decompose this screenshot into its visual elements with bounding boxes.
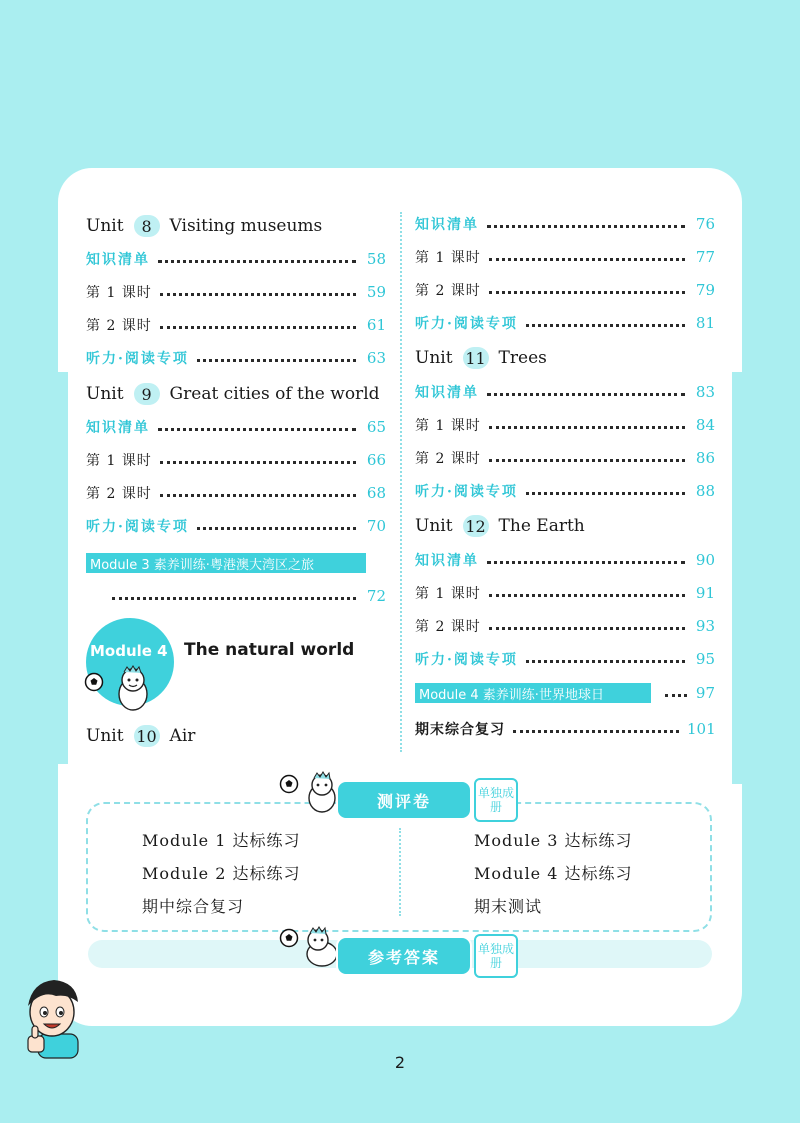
answers-tab[interactable]: 参考答案 [336,936,472,976]
leader-dots [112,597,356,600]
toc-row-page: 86 [695,449,715,467]
toc-row-label: 听力·阅读专项 [415,484,518,500]
separate-volume-badge: 单独成册 [474,934,518,978]
soccer-ball-icon [84,672,104,692]
toc-row[interactable] [415,445,715,471]
unit-9-heading[interactable] [86,380,380,408]
toc-row-label: 期末综合复习 [415,722,505,738]
leader-dots [526,660,685,663]
leader-dots [513,730,679,733]
toc-row[interactable] [415,646,715,672]
toc-row[interactable] [415,277,715,303]
test-item[interactable]: 期末测试 [474,897,543,916]
toc-row-label: 听力·阅读专项 [86,351,189,367]
leader-dots [197,359,356,362]
toc-row[interactable] [415,379,715,405]
toc-row-page: 58 [366,250,386,268]
unit-title: Trees [498,348,547,368]
toc-row-page: 93 [695,617,715,635]
leader-dots [526,324,685,327]
toc-row-page: 76 [695,215,715,233]
toc-row-label: 第 1 课时 [415,418,481,434]
toc-row[interactable] [415,244,715,270]
toc-row-page: 97 [695,684,715,702]
toc-row[interactable] [415,211,715,237]
unit-prefix: Unit [86,726,124,746]
toc-row-label: 第 2 课时 [415,283,481,299]
toc-row-page: 77 [695,248,715,266]
leader-dots [489,258,685,261]
leader-dots [489,627,685,630]
toc-row-page: 72 [366,587,386,605]
leader-dots [160,293,356,296]
unit-10-heading[interactable] [86,722,195,750]
toc-row-label: 第 1 课时 [86,285,152,301]
leader-dots [665,694,687,697]
toc-row-page: 101 [687,720,716,738]
leader-dots [489,291,685,294]
unit-title: Great cities of the world [169,384,380,404]
toc-row-label: 第 2 课时 [415,451,481,467]
toc-row-label: 知识清单 [86,252,150,268]
toc-row-page: 88 [695,482,715,500]
toc-row-page: 63 [366,349,386,367]
toc-row-label: 第 1 课时 [415,250,481,266]
test-item[interactable]: 期中综合复习 [142,897,245,916]
toc-row[interactable] [665,680,715,706]
toc-row[interactable] [415,547,715,573]
test-item[interactable]: Module 4 达标练习 [474,864,633,883]
toc-row-page: 70 [366,517,386,535]
unit-number-badge: 12 [463,515,489,537]
leader-dots [489,426,685,429]
test-papers-tab[interactable]: 测评卷 [336,780,472,820]
toc-row-label: 知识清单 [86,420,150,436]
leader-dots [197,527,356,530]
toc-row-page: 66 [366,451,386,469]
leader-dots [160,461,356,464]
toc-row-page: 91 [695,584,715,602]
toc-row[interactable] [86,480,386,506]
toc-row-label: 知识清单 [415,385,479,401]
column-divider [400,212,402,752]
toc-row[interactable] [86,312,386,338]
module-4-training-bar[interactable]: Module 4 素养训练·世界地球日 [415,683,651,703]
unit-number-badge: 9 [134,383,160,405]
leader-dots [489,459,685,462]
toc-row[interactable] [86,414,386,440]
toc-row-label: 知识清单 [415,217,479,233]
test-item[interactable]: Module 1 达标练习 [142,831,301,850]
toc-row[interactable] [86,447,386,473]
toc-row-label: 知识清单 [415,553,479,569]
leader-dots [489,594,685,597]
toc-row[interactable] [86,513,386,539]
toc-row-page: 81 [695,314,715,332]
toc-row-page: 83 [695,383,715,401]
soccer-ball-icon [279,928,299,948]
toc-row-page: 59 [366,283,386,301]
unit-title: Air [169,726,196,746]
separate-volume-badge: 单独成册 [474,778,518,822]
toc-row[interactable] [415,716,715,742]
leader-dots [487,225,685,228]
toc-row-label: 第 2 课时 [415,619,481,635]
toc-row[interactable] [415,580,715,606]
toc-row-label: 听力·阅读专项 [415,652,518,668]
toc-row[interactable] [86,345,386,371]
unit-number-badge: 10 [134,725,160,747]
module-4-label: Module 4 [90,642,168,660]
unit-11-heading[interactable] [415,344,547,372]
boy-thumbs-up-icon [20,978,86,1060]
toc-row[interactable] [415,478,715,504]
unit-12-heading[interactable] [415,512,585,540]
toc-row[interactable] [86,246,386,272]
unit-title: The Earth [498,516,585,536]
toc-row-page: 65 [366,418,386,436]
toc-row-page: 68 [366,484,386,502]
unit-prefix: Unit [415,516,453,536]
dinosaur-mascot-icon [112,664,154,712]
right-side-stripe [732,372,742,784]
toc-row[interactable] [415,412,715,438]
leader-dots [158,260,356,263]
toc-row[interactable] [415,613,715,639]
unit-8-heading[interactable] [86,212,322,240]
unit-prefix: Unit [86,216,124,236]
toc-row-label: 第 1 课时 [86,453,152,469]
test-item[interactable]: Module 2 达标练习 [142,864,301,883]
toc-row-label: 第 1 课时 [415,586,481,602]
leader-dots [158,428,356,431]
unit-prefix: Unit [415,348,453,368]
toc-row-page: 79 [695,281,715,299]
module-3-training-bar[interactable]: Module 3 素养训练·粤港澳大湾区之旅 [86,553,366,573]
soccer-ball-icon [279,774,299,794]
leader-dots [160,326,356,329]
toc-row-label: 第 2 课时 [86,318,152,334]
module-4-title[interactable]: The natural world [184,640,355,660]
leader-dots [160,494,356,497]
test-box-divider [399,828,401,916]
toc-row-page: 84 [695,416,715,434]
toc-row-page: 61 [366,316,386,334]
toc-row[interactable] [104,583,386,609]
unit-title: Visiting museums [169,216,323,236]
toc-row-page: 95 [695,650,715,668]
toc-row[interactable] [415,310,715,336]
toc-row-page: 90 [695,551,715,569]
leader-dots [526,492,685,495]
toc-row-label: 听力·阅读专项 [415,316,518,332]
toc-row-label: 听力·阅读专项 [86,519,189,535]
left-side-stripe [58,372,68,764]
unit-number-badge: 11 [463,347,489,369]
unit-number-badge: 8 [134,215,160,237]
leader-dots [487,393,685,396]
unit-prefix: Unit [86,384,124,404]
leader-dots [487,561,685,564]
test-item[interactable]: Module 3 达标练习 [474,831,633,850]
toc-row-label: 第 2 课时 [86,486,152,502]
page-number: 2 [394,1053,406,1072]
toc-row[interactable] [86,279,386,305]
